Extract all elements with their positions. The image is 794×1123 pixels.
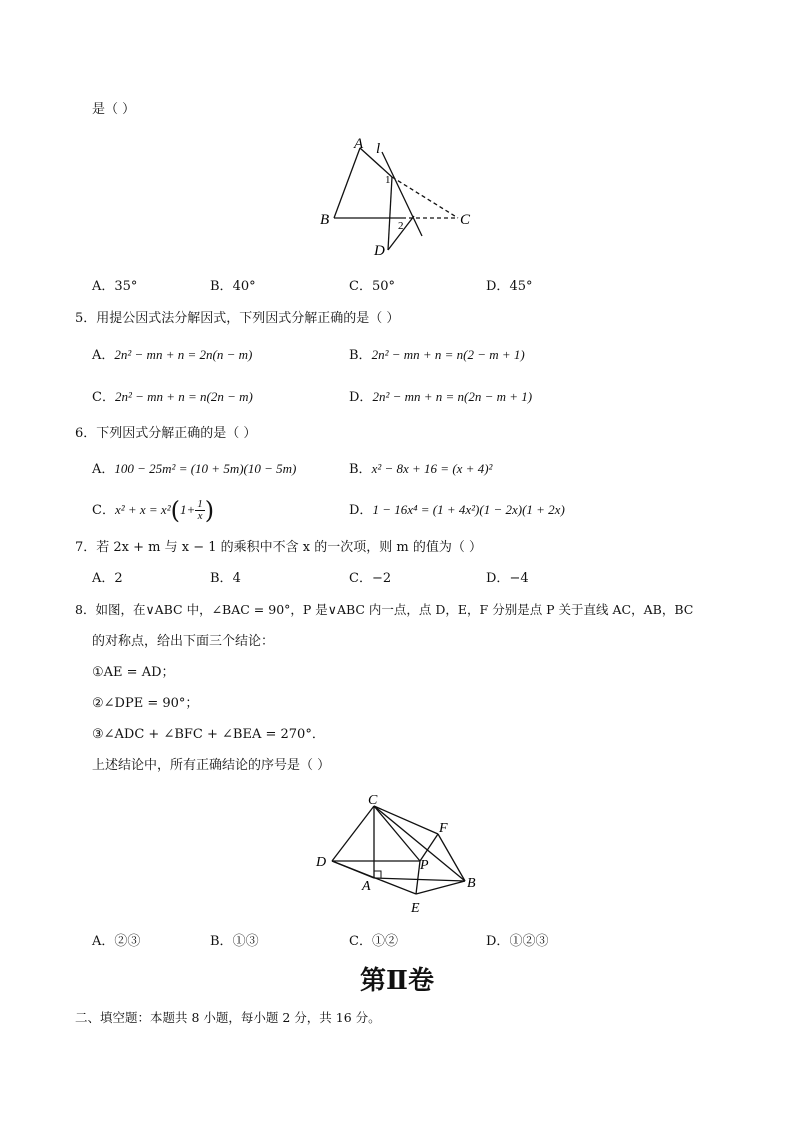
q8-conclusion-3: ③∠ADC + ∠BFC + ∠BEA = 270°． — [92, 727, 325, 742]
q8-question: 上述结论中，所有正确结论的序号是（ ） — [92, 758, 331, 773]
q8-label-e: E — [411, 901, 420, 916]
segment-cp — [374, 806, 420, 861]
q7-option-c: C．−2 — [349, 571, 392, 586]
q8-conclusion-2: ②∠DPE = 90°； — [92, 696, 199, 711]
q4-label-a: A — [354, 136, 364, 152]
right-angle-mark — [374, 871, 381, 878]
fraction-1-over-x: $\frac{1}{x}$ — [197, 498, 203, 522]
segment-1d — [388, 177, 392, 250]
q6-option-d: D．1 − 16x⁴ = (1 + 4x²)(1 − 2x)(1 + 2x) — [349, 502, 565, 518]
q8-label-a: A — [362, 879, 371, 894]
q5-option-b: B．2n² − mn + n = n(2 − m + 1) — [349, 347, 525, 363]
q8-label-c: C — [368, 793, 378, 808]
q8-stem-line2: 的对称点，给出下面三个结论： — [92, 634, 275, 649]
q8-label-f: F — [439, 821, 448, 836]
q8-option-a: A．②③ — [92, 934, 141, 949]
q8-figure — [310, 788, 490, 920]
q8-label-b: B — [467, 876, 476, 891]
q4-stem-tail: 是（ ） — [92, 102, 136, 117]
q4-label-l: l — [376, 141, 381, 157]
q7-option-a: A．2 — [92, 571, 123, 586]
q8-stem-line1: 8．如图，在∨ABC 中，∠BAC = 90°，P 是∨ABC 内一点，点 D，E，F 分别是点 P 关于直线 AC，AB，BC — [75, 602, 694, 617]
q8-option-c: C．①② — [349, 934, 398, 949]
q6-option-b: B．x² − 8x + 16 = (x + 4)² — [349, 461, 493, 477]
q4-label-d: D — [374, 243, 385, 259]
segment-eb — [416, 881, 465, 894]
q6-option-c: C．x² + x = x²(1+ $\frac{1}{x}$ ) — [92, 496, 215, 525]
q8-option-b: B．①③ — [210, 934, 259, 949]
q6-option-a: A．100 − 25m² = (10 + 5m)(10 − 5m) — [92, 461, 297, 477]
q4-option-a: A．35° — [92, 279, 138, 294]
q4-option-b: B．40° — [210, 279, 256, 294]
q8-label-d: D — [316, 855, 327, 870]
q4-option-d: D．45° — [486, 279, 533, 294]
q5-stem: 5．用提公因式法分解因式，下列因式分解正确的是（ ） — [75, 311, 400, 326]
q8-conclusion-1: ①AE = AD； — [92, 665, 175, 680]
q4-label-angle2: 2 — [398, 220, 404, 232]
segment-ab — [334, 148, 360, 218]
q7-option-d: D．−4 — [486, 571, 529, 586]
q6-stem: 6．下列因式分解正确的是（ ） — [75, 426, 257, 441]
part2-heading: 二、填空题：本题共 8 小题，每小题 2 分，共 16 分。 — [75, 1010, 381, 1025]
q4-option-c: C．50° — [349, 279, 395, 294]
segment-cf — [374, 806, 438, 834]
q7-stem: 7．若 2x + m 与 x − 1 的乘积中不含 x 的一次项，则 m 的值为（ ） — [75, 540, 482, 555]
q4-label-angle1: 1 — [385, 174, 391, 186]
q5-option-a: A．2n² − mn + n = 2n(n − m) — [92, 347, 253, 363]
q4-label-b: B — [320, 212, 330, 228]
segment-fb — [438, 834, 465, 881]
q8-option-d: D．①②③ — [486, 934, 549, 949]
segment-cd — [332, 806, 374, 861]
segment-ab — [374, 878, 465, 881]
q7-option-b: B．4 — [210, 571, 241, 586]
q5-option-c: C．2n² − mn + n = n(2n − m) — [92, 389, 253, 405]
q4-figure — [310, 132, 490, 260]
q4-label-c: C — [460, 212, 471, 228]
segment-1c-dashed — [392, 177, 458, 218]
q5-option-d: D．2n² − mn + n = n(2n − m + 1) — [349, 389, 533, 405]
q8-label-p: P — [420, 858, 429, 873]
section-title: 第Ⅱ卷 — [360, 966, 434, 996]
